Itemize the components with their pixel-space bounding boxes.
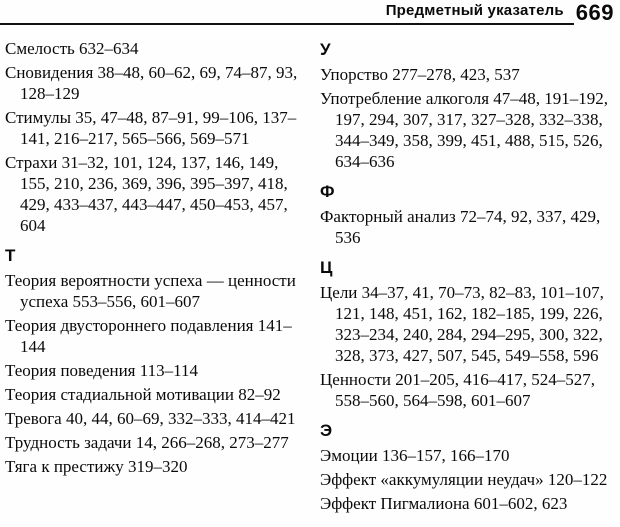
index-column-left — [5, 38, 307, 517]
index-body — [0, 25, 620, 517]
index-entry: Тревога 40, 44, 60–69, 332–333, 414–421 — [5, 409, 296, 428]
index-entry: Цели 34–37, 41, 70–73, 82–83, 101–107, 121, 148, 451, 162, 182–185, 199, 226, 323–234, 240, 284, 294–295, 300, 322, 328, 373, 427, 507, 545, 549–558, 596 — [320, 283, 604, 365]
section-letter: Т — [5, 246, 16, 265]
index-entry: Страхи 31–32, 101, 124, 137, 146, 149, 155, 210, 236, 369, 396, 395–397, 418, 429, 433–437, 443–447, 450–453, 457, 604 — [5, 153, 288, 235]
index-entry: Ценности 201–205, 416–417, 524–527, 558–560, 564–598, 601–607 — [320, 370, 596, 410]
section-letter: У — [320, 40, 331, 59]
index-entry: Эффект «аккумуляции неудач» 120–122 — [320, 470, 608, 489]
index-entry: Тяга к престижу 319–320 — [5, 457, 188, 476]
section-letter: Э — [320, 421, 333, 440]
index-entry: Теория двустороннего подавления 141–144 — [5, 316, 292, 356]
index-entry: Факторный анализ 72–74, 92, 337, 429, 536 — [320, 207, 601, 247]
index-entry: Смелость 632–634 — [5, 39, 139, 58]
index-entry: Теория вероятности успеха — ценности успеха 553–556, 601–607 — [5, 271, 296, 311]
index-entry: Эмоции 136–157, 166–170 — [320, 446, 510, 465]
section-letter: Ф — [320, 182, 335, 201]
index-entry: Эффект Пигмалиона 601–602, 623 — [320, 494, 568, 513]
page-number: 669 — [575, 0, 614, 25]
header-rule — [0, 2, 574, 25]
section-letter: Ц — [320, 258, 333, 277]
running-title: Предметный указатель — [385, 2, 564, 19]
index-entry: Упорство 277–278, 423, 537 — [320, 65, 520, 84]
index-entry: Трудность задачи 14, 266–268, 273–277 — [5, 433, 289, 452]
index-entry: Употребление алкоголя 47–48, 191–192, 197, 294, 307, 317, 327–328, 332–338, 344–349, 358, 399, 451, 488, 515, 526, 634–636 — [320, 89, 609, 171]
index-column-right — [320, 38, 620, 517]
index-entry: Сновидения 38–48, 60–62, 69, 74–87, 93, 128–129 — [5, 63, 298, 103]
index-entry: Стимулы 35, 47–48, 87–91, 99–106, 137–141, 216–217, 565–566, 569–571 — [5, 108, 297, 148]
index-entry: Теория поведения 113–114 — [5, 361, 198, 380]
index-entry: Теория стадиальной мотивации 82–92 — [5, 385, 281, 404]
page-header — [0, 0, 620, 25]
